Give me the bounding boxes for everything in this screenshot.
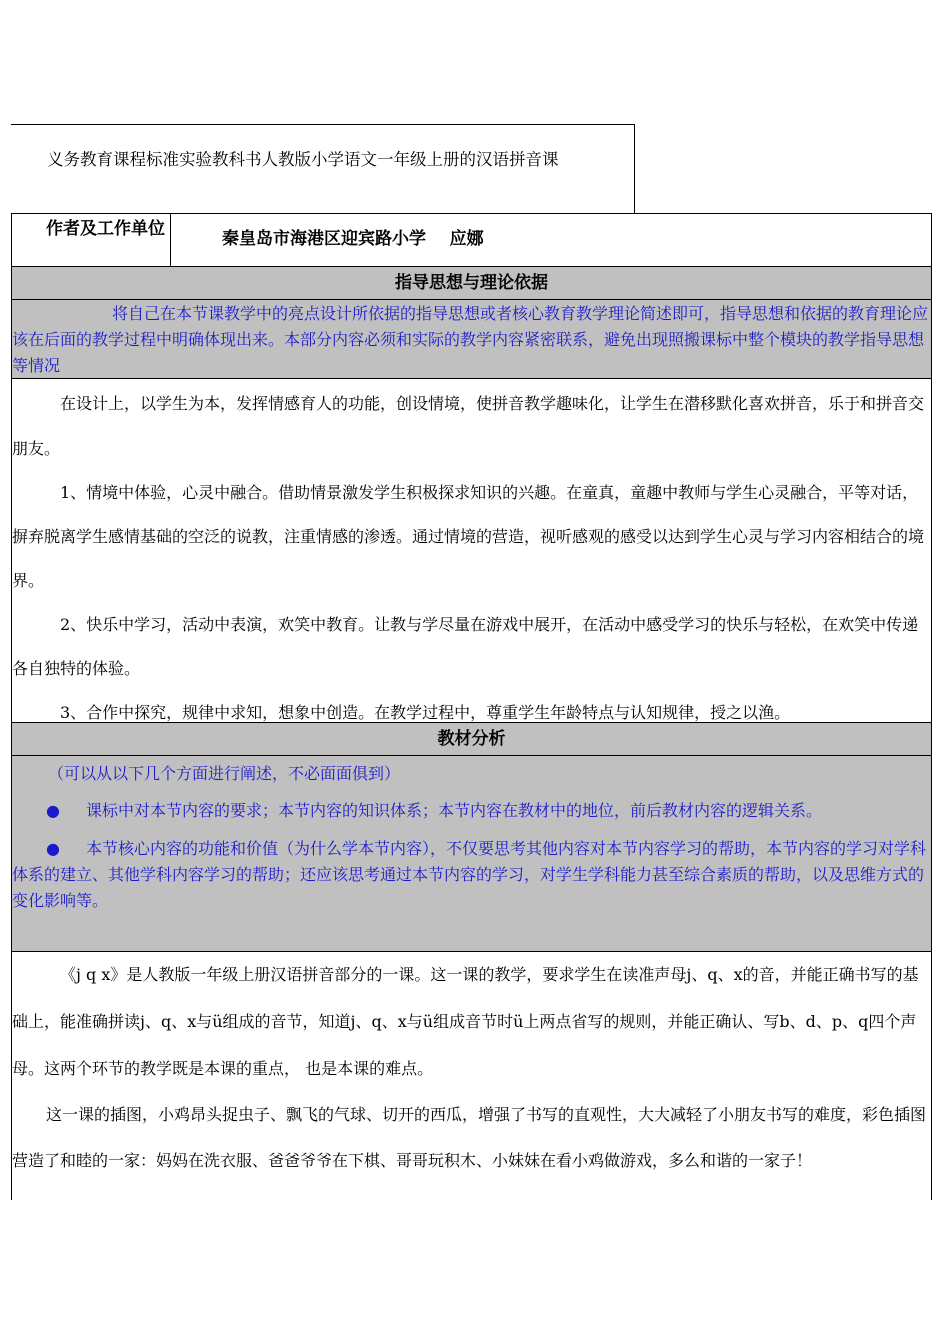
guide-bullet-text: 课标中对本节内容的要求；本节内容的知识体系；本节内容在教材中的地位，前后教材内容的逻辑关系。 <box>86 801 823 820</box>
lesson-plan-table <box>11 213 932 1200</box>
bullet-dot-icon: ● <box>46 801 60 820</box>
author-value: 秦皇岛市海港区迎宾路小学 应娜 <box>222 229 484 249</box>
guide-bullet-item <box>12 836 931 914</box>
author-cell-divider <box>170 213 171 266</box>
paragraph: 《j q x》是人教版一年级上册汉语拼音部分的一课。这一课的教学，要求学生在读准声母j、q、x的音，并能正确书写的基础上，能准确拼读j、q、x与ü组成的音节，知道j、q、x与ü组成音节时ü上两点省写的规则，并能正确认、写b、d、p、q四个声母。这两个环节的教学既是本课的重点， 也是本课的难点。 <box>12 965 919 1078</box>
paragraph: 在设计上，以学生为本，发挥情感育人的功能，创设情境，使拼音教学趣味化，让学生在潜移默化喜欢拼音，乐于和拼音交朋友。 <box>12 394 925 458</box>
author-label: 作者及工作单位 <box>46 219 165 239</box>
guide-block-1 <box>12 300 931 378</box>
paragraph: 2、快乐中学习，活动中表演，欢笑中教育。让教与学尽量在游戏中展开，在活动中感受学习的快乐与轻松，在欢笑中传递各自独特的体验。 <box>12 615 919 678</box>
document-title: 义务教育课程标准实验教科书人教版小学语文一年级上册的汉语拼音课 <box>47 150 559 169</box>
paragraph: 1、情境中体验，心灵中融合。借助情景激发学生积极探求知识的兴趣。在童真，童趣中教师与学生心灵融合，平等对话，摒弃脱离学生感情基础的空泛的说教，注重情感的渗透。通过情境的营造，视听感观的感受以达到学生心灵与学习内容相结合的境界。 <box>12 483 925 590</box>
guide-text-1: 将自己在本节课教学中的亮点设计所依据的指导思想或者核心教育教学理论简述即可，指导思想和依据的教育理论应该在后面的教学过程中明确体现出来。本部分内容必须和实际的教学内容紧密联系，避免出现照搬课标中整个模块的教学指导思想等情况 <box>12 304 929 375</box>
title-box <box>11 124 635 213</box>
guide-intro: （可以从以下几个方面进行阐述，不必面面俱到） <box>48 764 401 783</box>
guide-block-2 <box>12 756 931 951</box>
guiding-ideas-content <box>12 381 931 735</box>
paragraph: 这一课的插图，小鸡昂头捉虫子、飘飞的气球、切开的西瓜，增强了书写的直观性，大大减轻了小朋友书写的难度，彩色插图营造了和睦的一家：妈妈在洗衣服、爸爸爷爷在下棋、哥哥玩积木、小妹妹在看小鸡做游戏，多么和谐的一家子！ <box>12 1105 927 1170</box>
section-heading-material-analysis: 教材分析 <box>12 723 931 755</box>
section-heading-guiding-ideas: 指导思想与理论依据 <box>12 267 931 299</box>
paragraph: 3、合作中探究，规律中求知，想象中创造。在教学过程中，尊重学生年龄特点与认知规律，授之以渔。 <box>60 703 791 722</box>
material-analysis-content <box>12 951 931 1184</box>
bullet-dot-icon: ● <box>46 839 60 858</box>
table-top-border <box>12 213 931 214</box>
guide-bullet-text: 本节核心内容的功能和价值（为什么学本节内容），不仅要思考其他内容对本节内容学习的帮助，本节内容的学习对学科体系的建立、其他学科内容学习的帮助；还应该思考通过本节内容的学习，对学生学科能力甚至综合素质的帮助，以及思维方式的变化影响等。 <box>12 839 927 910</box>
guide-bullet-item <box>12 798 931 824</box>
row-divider <box>12 378 931 379</box>
